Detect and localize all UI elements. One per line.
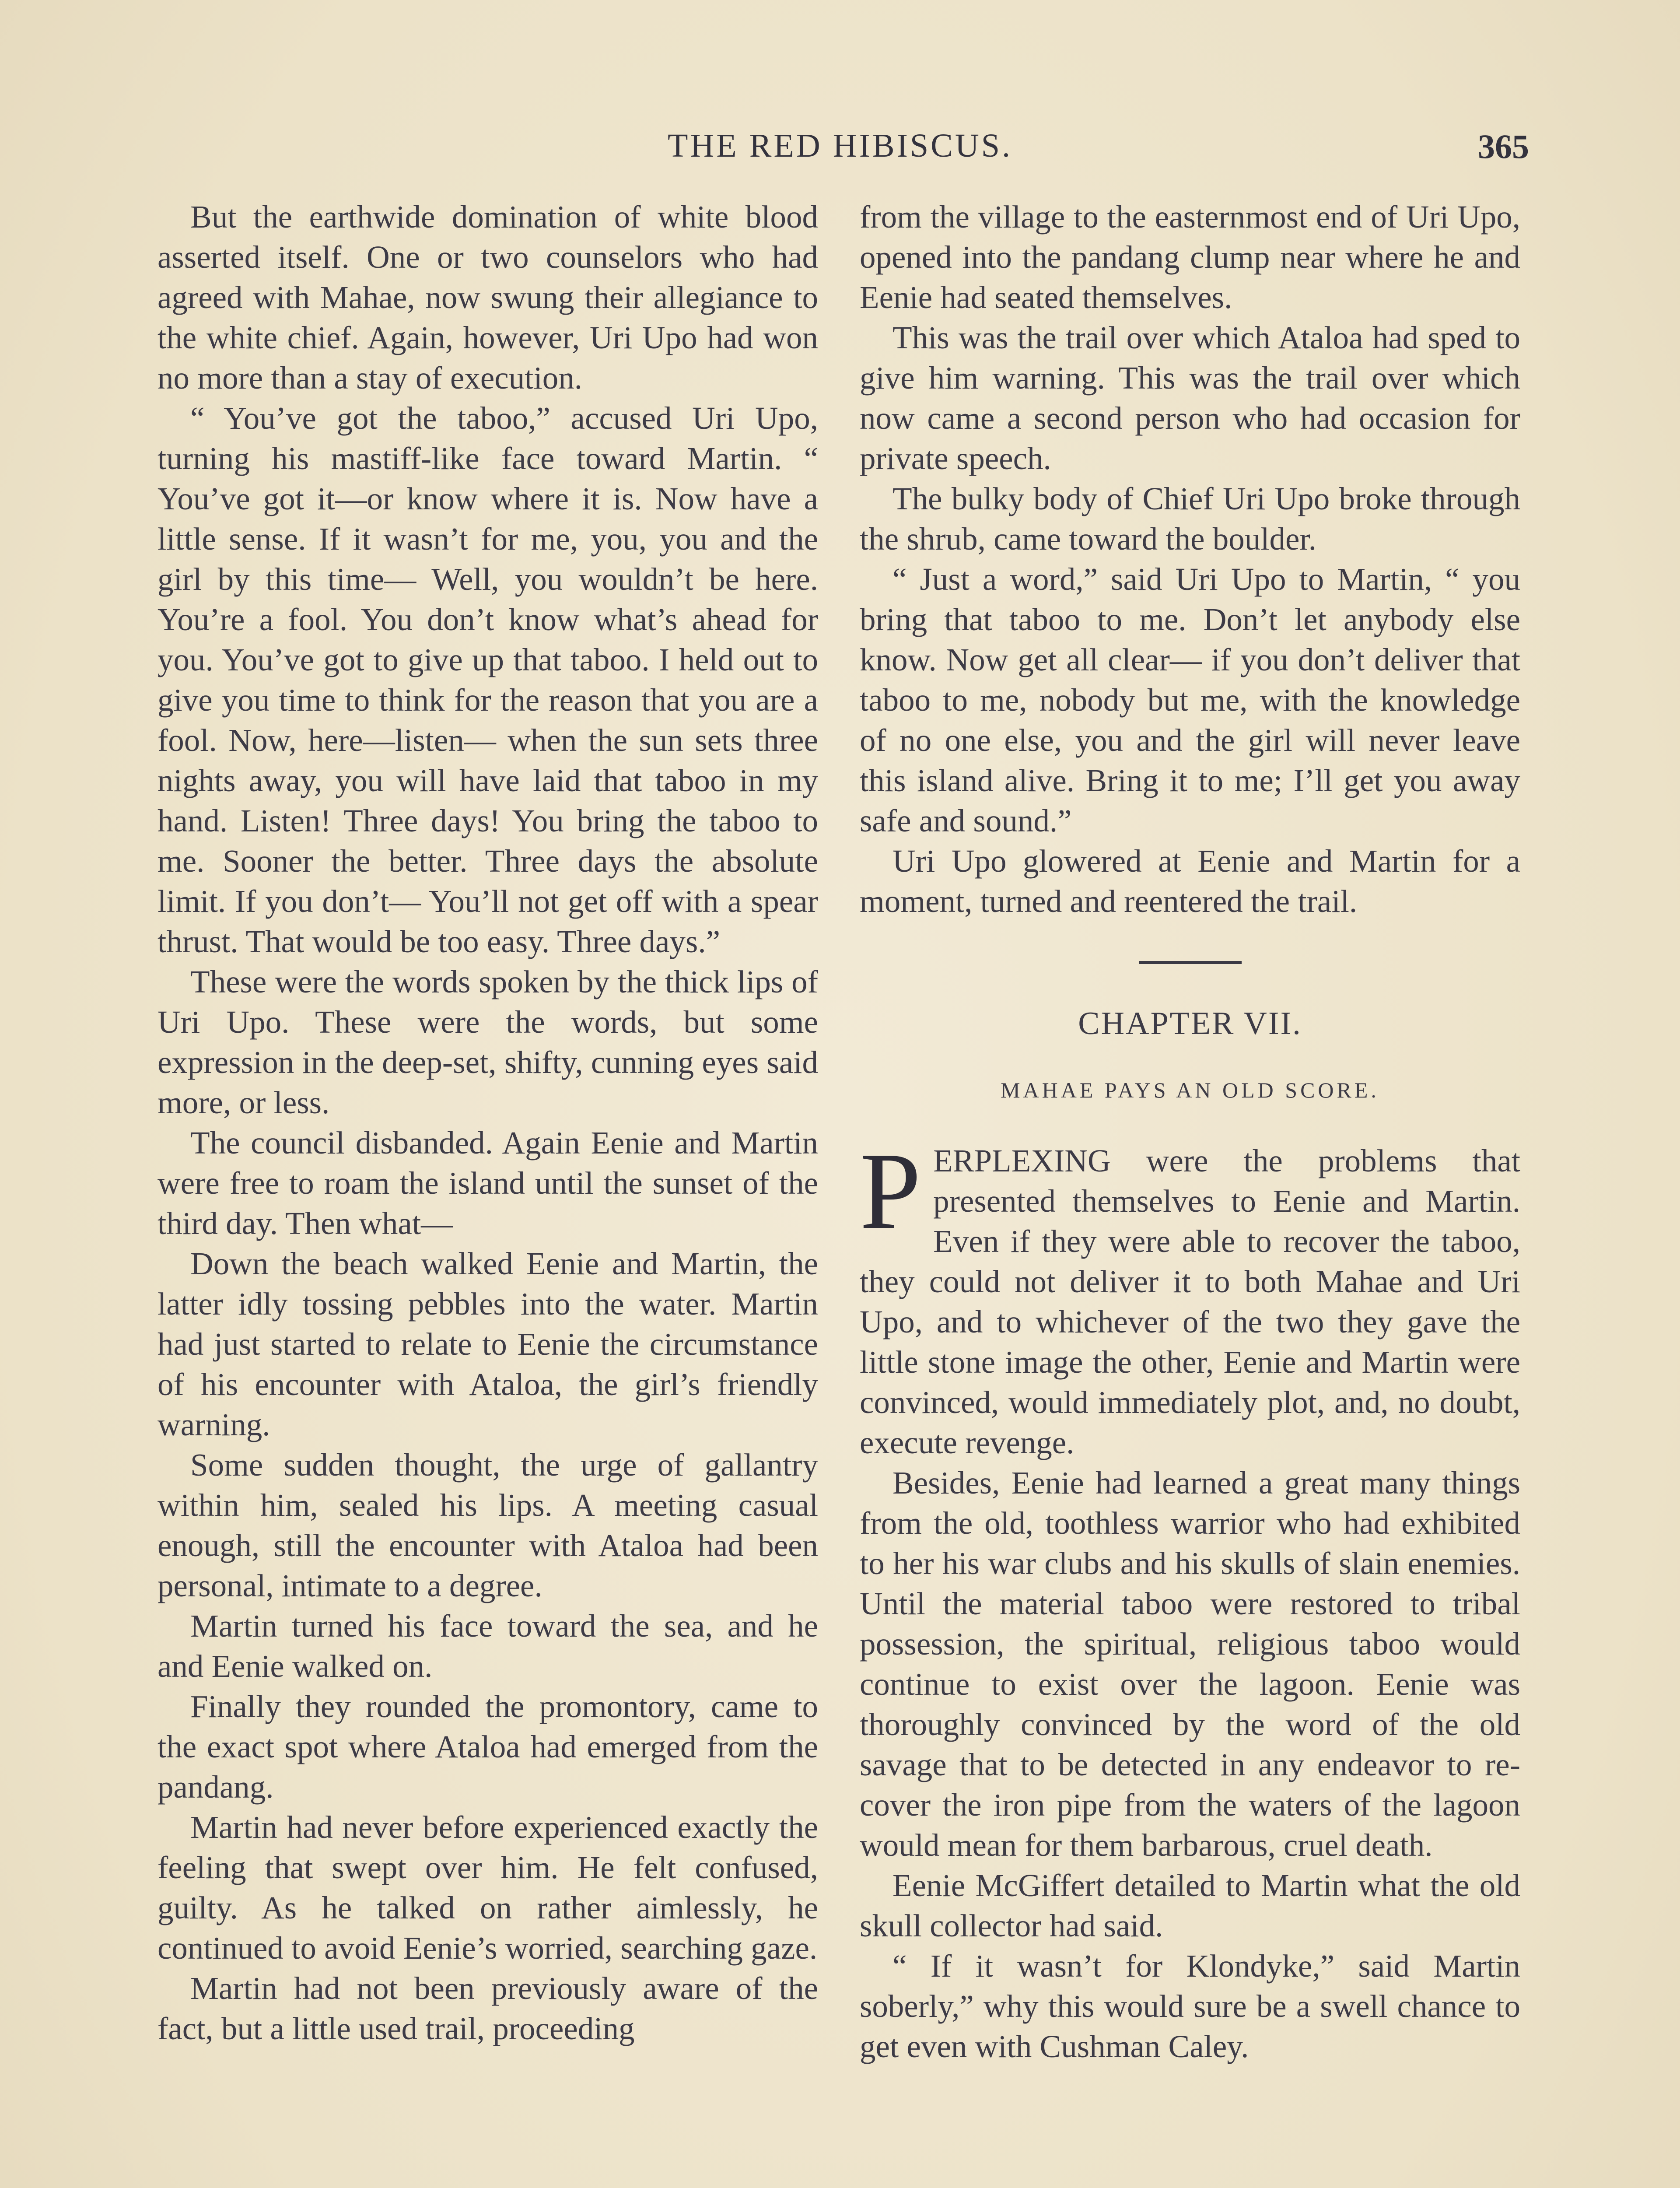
opening-text: ERPLEXING were the problems that presented themselves to Eenie and Martin. Even if they were able to recover the taboo, they could not deliver it to both Mahae and Uri Upo, and to whichever of the two they gave the little stone image the other, Eenie and Martin were convinced, would immediately plot, and, no doubt, execute revenge.: [860, 1143, 1520, 1460]
paragraph: Some sudden thought, the urge of gallantry within him, sealed his lips. A meeting casual enough, still the encounter with Ataloa had been personal, intimate to a degree.: [158, 1447, 818, 1603]
paragraph: Uri Upo glowered at Eenie and Martin for a moment, turned and reentered the trail.: [860, 843, 1520, 919]
section-divider: [1139, 961, 1242, 964]
paragraph: Martin had never before experienced exactly the feeling that swept over him. He felt confused, guilty. As he talked on rather aimlessly, he continued to avoid Eenie’s worried, searching gaze.: [158, 1809, 818, 1966]
paragraph: from the village to the easternmost end of Uri Upo, opened into the pandang clump near where he and Eenie had seated themselves.: [860, 199, 1520, 315]
paragraph: “ You’ve got the taboo,” accused Uri Upo, turning his mastiff-like face toward Martin. “ You’ve got it—or know where it is. Now have a little sense. If it wasn’t for me, you, you and the girl by this time— Well, you wouldn’t be here. You’re a fool. You don’t know what’s ahead for you. You’ve got to give up that taboo. I held out to give you time to think for the reason that you are a fool. Now, here—listen— when the sun sets three nights away, you will have laid that taboo in my hand. Listen! Three days! You bring the taboo to me. Sooner the better. Three days the absolute limit. If you don’t— You’ll not get off with a spear thrust. That would be too easy. Three days.”: [158, 400, 818, 959]
paragraph: The council disbanded. Again Eenie and Martin were free to roam the island until the sunset of the third day. Then what—: [158, 1125, 818, 1241]
paragraph: The bulky body of Chief Uri Upo broke through the shrub, came toward the boulder.: [860, 481, 1520, 557]
drop-cap: P: [860, 1129, 921, 1252]
paragraph: Down the beach walked Eenie and Martin, the latter idly tossing pebbles into the water. Martin had just started to relate to Eenie the circumstance of his encounter with Ataloa, the girl’s friendly warning.: [158, 1246, 818, 1442]
paragraph: This was the trail over which Ataloa had sped to give him warning. This was the trail over which now came a second person who had occasion for private speech.: [860, 320, 1520, 476]
paragraph: Besides, Eenie had learned a great many things from the old, toothless warrior who had exhibited to her his war clubs and his skulls of slain enemies. Until the material taboo were restored to tribal possession, the spiritual, religious taboo would continue to exist over the lagoon. Eenie was thoroughly convinced by the word of the old savage that to be detected in any endeavor to recover the iron pipe from the waters of the lagoon would mean for them barbarous, cruel death.: [860, 1465, 1520, 1863]
paragraph: But the earthwide domination of white blood asserted itself. One or two counselors who had agreed with Mahae, now swung their allegiance to the white chief. Again, however, Uri Upo had won no more than a stay of execution.: [158, 199, 818, 396]
chapter-title: CHAPTER VII.: [1078, 1006, 1302, 1041]
running-title: THE RED HIBISCUS.: [667, 127, 1013, 164]
paragraph: Martin had not been previously aware of the fact, but a little used trail, proceeding: [158, 1971, 818, 2046]
right-column: [860, 197, 1520, 2067]
paragraph: Eenie McGiffert detailed to Martin what the old skull collector had said.: [860, 1868, 1520, 1943]
paragraph: “ Just a word,” said Uri Upo to Martin, “ you bring that taboo to me. Don’t let anybody else know. Now get all clear— if you don’t deliver that taboo to me, nobody but me, with the knowledge of no one else, you and the girl will never leave this island alive. Bring it to me; I’ll get you away safe and sound.”: [860, 561, 1520, 838]
page-number: 365: [1478, 127, 1529, 165]
paragraph: Martin turned his face toward the sea, and he and Eenie walked on.: [158, 1608, 818, 1684]
left-column: [158, 197, 818, 2049]
chapter-opening-paragraph: [860, 1129, 1520, 1463]
paragraph: “ If it wasn’t for Klondyke,” said Martin soberly,” why this would sure be a swell chance to get even with Cushman Caley.: [860, 1948, 1520, 2064]
paragraph: These were the words spoken by the thick lips of Uri Upo. These were the words, but some expression in the deep-set, shifty, cunning eyes said more, or less.: [158, 964, 818, 1120]
paragraph: Finally they rounded the promontory, came to the exact spot where Ataloa had emerged from the pandang.: [158, 1689, 818, 1805]
chapter-subtitle: MAHAE PAYS AN OLD SCORE.: [1001, 1078, 1379, 1102]
